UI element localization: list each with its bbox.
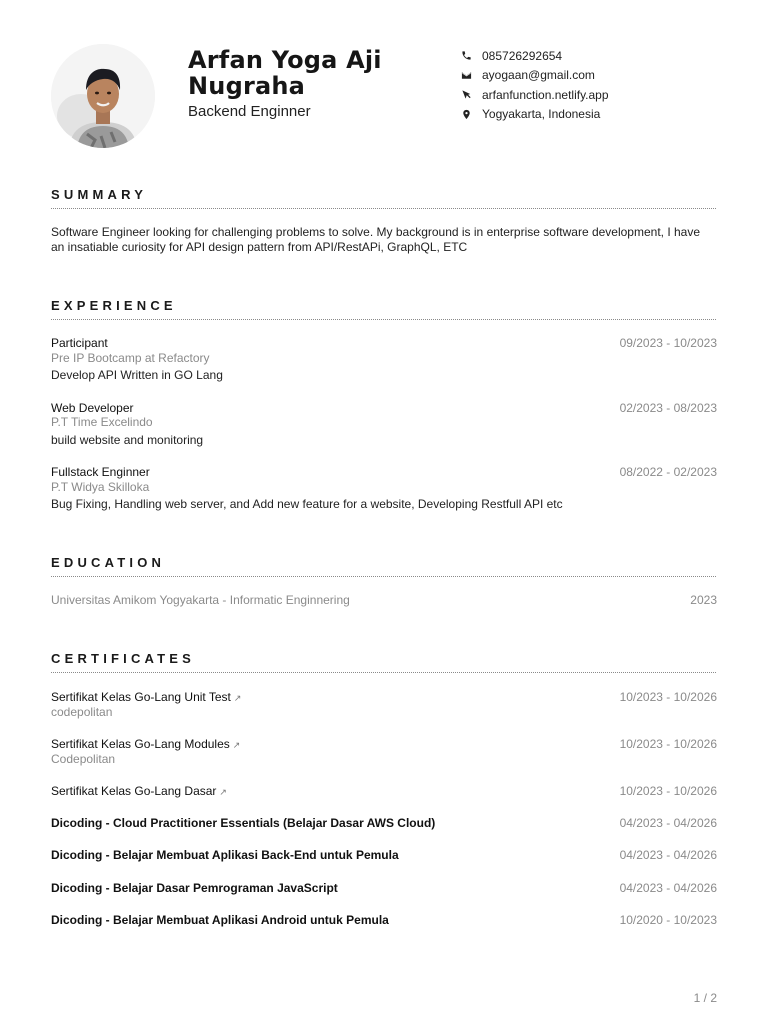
profile-photo xyxy=(51,44,155,148)
certificate-date: 04/2023 - 04/2026 xyxy=(619,815,717,830)
certificate-issuer: Codepolitan xyxy=(51,751,116,766)
experience-company: P.T Widya Skilloka xyxy=(51,479,150,494)
certificate-date: 10/2023 - 10/2026 xyxy=(619,690,717,704)
experience-company: P.T Time Excelindo xyxy=(51,415,153,429)
external-link-icon[interactable]: ↗ xyxy=(219,787,227,797)
experience-item xyxy=(51,465,716,512)
summary-section xyxy=(51,187,716,254)
contact-phone xyxy=(460,46,609,66)
experience-date: 02/2023 - 08/2023 xyxy=(619,400,717,415)
certificate-issuer: codepolitan xyxy=(51,704,113,719)
education-item xyxy=(51,593,716,608)
location-pin-icon xyxy=(460,108,472,120)
certificate-item xyxy=(51,816,716,831)
certificate-date: 10/2020 - 10/2023 xyxy=(619,913,717,927)
certificate-title: Dicoding - Belajar Membuat Aplikasi Back-End untuk Pemula xyxy=(51,848,399,862)
certificate-title[interactable] xyxy=(51,737,716,752)
phone-icon xyxy=(460,50,472,62)
education-heading: EDUCATION xyxy=(51,555,166,570)
education-date: 2023 xyxy=(690,593,717,607)
certificates-heading: CERTIFICATES xyxy=(51,651,196,666)
section-divider xyxy=(51,576,716,577)
contact-phone-text: 085726292654 xyxy=(482,48,563,63)
experience-title: Participant xyxy=(51,336,108,350)
experience-section xyxy=(51,298,716,512)
experience-heading: EXPERIENCE xyxy=(51,298,177,313)
job-role: Backend Enginner xyxy=(188,103,311,120)
section-divider xyxy=(51,319,716,320)
external-link-icon[interactable]: ↗ xyxy=(232,740,241,750)
experience-title: Web Developer xyxy=(51,400,134,415)
certificate-title: Dicoding - Cloud Practitioner Essentials (Belajar Dasar AWS Cloud) xyxy=(51,815,436,830)
education-section xyxy=(51,555,716,608)
contact-email-text[interactable]: ayogaan@gmail.com xyxy=(482,68,595,83)
full-name: Arfan Yoga Aji Nugraha xyxy=(188,46,382,100)
certificate-title: Dicoding - Belajar Dasar Pemrograman JavaScript xyxy=(51,880,338,895)
summary-heading: SUMMARY xyxy=(51,187,148,202)
experience-date: 08/2022 - 02/2023 xyxy=(619,465,717,479)
certificate-item xyxy=(51,784,716,799)
certificate-item xyxy=(51,881,716,896)
certificate-item xyxy=(51,690,716,719)
certificate-title-text[interactable]: Sertifikat Kelas Go-Lang Dasar xyxy=(51,784,217,798)
contact-email[interactable] xyxy=(460,66,609,86)
contact-location-text: Yogyakarta, Indonesia xyxy=(482,107,601,122)
certificate-title-text[interactable]: Sertifikat Kelas Go-Lang Unit Test xyxy=(51,690,231,704)
certificate-title[interactable] xyxy=(51,690,716,705)
certificates-section xyxy=(51,651,716,928)
education-school: Universitas Amikom Yogyakarta - Informatic Enginnering xyxy=(51,593,350,607)
certificate-item xyxy=(51,913,716,928)
contact-location xyxy=(460,105,609,125)
contact-website[interactable] xyxy=(460,85,609,105)
experience-company: Pre IP Bootcamp at Refactory xyxy=(51,350,210,365)
experience-item xyxy=(51,401,716,448)
certificate-item xyxy=(51,737,716,766)
section-divider xyxy=(51,672,716,673)
certificate-date: 04/2023 - 04/2026 xyxy=(619,848,717,862)
mail-icon xyxy=(460,69,472,81)
external-link-icon[interactable]: ↗ xyxy=(233,693,242,703)
contact-list xyxy=(460,46,609,124)
cursor-icon xyxy=(460,89,472,101)
page-number: 1 / 2 xyxy=(693,991,717,1005)
profile-photo-illustration xyxy=(51,44,155,148)
experience-description: build website and monitoring xyxy=(51,432,204,447)
experience-date: 09/2023 - 10/2023 xyxy=(619,336,717,350)
section-divider xyxy=(51,208,716,209)
experience-description: Bug Fixing, Handling web server, and Add new feature for a website, Developing Restfull API etc xyxy=(51,497,563,511)
experience-title: Fullstack Enginner xyxy=(51,465,150,479)
certificate-title: Dicoding - Belajar Membuat Aplikasi Android untuk Pemula xyxy=(51,913,389,927)
experience-description: Develop API Written in GO Lang xyxy=(51,368,223,382)
contact-website-text[interactable]: arfanfunction.netlify.app xyxy=(482,87,609,102)
certificate-date: 10/2023 - 10/2026 xyxy=(619,737,717,751)
certificate-date: 10/2023 - 10/2026 xyxy=(619,784,717,798)
certificate-title[interactable] xyxy=(51,784,716,799)
certificate-date: 04/2023 - 04/2026 xyxy=(619,880,717,895)
experience-item xyxy=(51,336,716,383)
summary-text: Software Engineer looking for challenging problems to solve. My background is in enterprise software development, I have an insatiable curiosity for API design pattern from API/RestAPi, GraphQL, ETC xyxy=(51,225,701,254)
certificate-item xyxy=(51,848,716,863)
certificate-title-text[interactable]: Sertifikat Kelas Go-Lang Modules xyxy=(51,737,230,751)
